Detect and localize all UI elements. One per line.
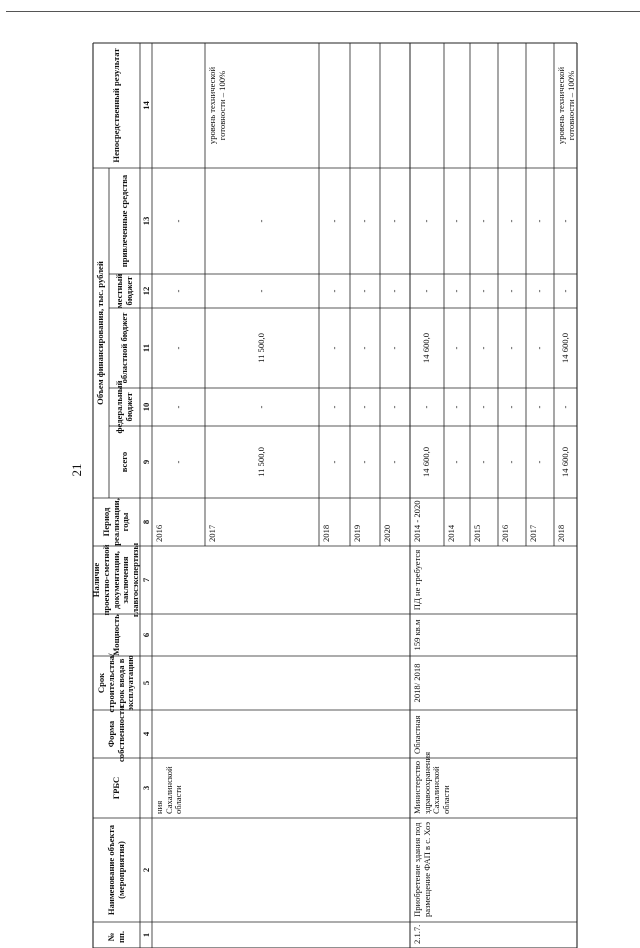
column-number-2: 2: [140, 867, 151, 873]
column-number-6: 6: [140, 632, 151, 638]
header-result: Непосредственный результат: [110, 48, 121, 163]
item-row-reg-5: 14 600,0: [559, 332, 570, 364]
item-row-period-5: 2018: [556, 524, 566, 542]
cont-row-fed-2: -: [328, 405, 339, 409]
cont-row-loc-1: -: [256, 289, 267, 293]
header-financing-group: Объем финансирования, тыс. рублей: [95, 261, 106, 405]
cont-row-loc-3: -: [359, 289, 370, 293]
cont-row-reg-0: -: [172, 346, 183, 350]
cont-row-total-3: -: [359, 460, 370, 464]
item-row-attr-1: -: [451, 219, 462, 223]
item-row-attr-3: -: [506, 219, 517, 223]
cont-row-loc-0: -: [172, 289, 183, 293]
cont-row-reg-2: -: [328, 346, 339, 350]
item-term-cell: 2018/ 2018: [412, 663, 422, 703]
cont-row-reg-3: -: [359, 346, 370, 350]
cont-row-period-1: 2017: [207, 524, 217, 542]
page-number: 21: [69, 463, 84, 477]
header-period: Период реализации, годы: [101, 498, 131, 546]
item-row-period-2: 2015: [472, 524, 482, 542]
header-grbs: ГРБС: [110, 776, 121, 800]
cont-row-result-1: уровень технической готовности – 100%: [207, 66, 227, 145]
item-row-attr-4: -: [534, 219, 545, 223]
item-row-period-1: 2014: [446, 524, 456, 542]
item-row-total-3: -: [506, 460, 517, 464]
item-row-reg-3: -: [506, 346, 517, 350]
item-row-total-5: 14 600,0: [559, 446, 570, 478]
item-row-attr-5: -: [559, 219, 570, 223]
item-capacity-cell: 159 кв.м: [412, 619, 422, 651]
cont-row-total-4: -: [389, 460, 400, 464]
item-row-fed-0: -: [421, 405, 432, 409]
cont-row-period-2: 2018: [321, 524, 331, 542]
item-ownership-cell: Областная: [412, 715, 422, 754]
column-number-3: 3: [140, 785, 151, 791]
column-number-9: 9: [140, 459, 151, 465]
cont-row-total-1: 11 500,0: [256, 447, 267, 477]
cont-row-loc-2: -: [328, 289, 339, 293]
header-term: Срок строительства/срок ввода в эксплуатацию: [96, 653, 136, 713]
cont-row-attr-1: -: [256, 219, 267, 223]
item-row-period-0: 2014 - 2020: [412, 500, 422, 542]
column-number-7: 7: [140, 577, 151, 583]
item-row-fed-5: -: [559, 405, 570, 409]
cont-row-reg-1: 11 500,0: [256, 333, 267, 363]
header-ownership: Форма собственности: [105, 705, 126, 763]
column-number-14: 14: [140, 101, 151, 110]
cont-row-loc-4: -: [389, 289, 400, 293]
item-row-loc-1: -: [451, 289, 462, 293]
item-row-attr-2: -: [478, 219, 489, 223]
cont-row-period-0: 2016: [154, 524, 164, 542]
item-row-total-0: 14 600,0: [421, 446, 432, 478]
column-number-1: 1: [140, 932, 151, 938]
column-number-12: 12: [140, 286, 151, 296]
item-row-period-3: 2016: [500, 524, 510, 542]
item-psd-cell: ПД не требуется: [412, 549, 422, 611]
cont-row-reg-4: -: [389, 346, 400, 350]
column-number-5: 5: [140, 680, 151, 686]
item-row-reg-2: -: [478, 346, 489, 350]
item-name-cell: Приобретение здания под размещение ФАП в с. Хоэ: [412, 821, 432, 917]
item-row-fed-3: -: [506, 405, 517, 409]
cont-row-total-0: -: [172, 460, 183, 464]
item-row-loc-4: -: [534, 289, 545, 293]
item-row-period-4: 2017: [528, 524, 538, 542]
item-row-fed-1: -: [451, 405, 462, 409]
header-regional: областной бюджет: [118, 312, 129, 384]
column-number-8: 8: [140, 519, 151, 525]
header-total: всего: [118, 451, 129, 473]
item-row-reg-4: -: [534, 346, 545, 350]
cont-row-fed-4: -: [389, 405, 400, 409]
item-row-fed-2: -: [478, 405, 489, 409]
column-number-11: 11: [140, 343, 151, 353]
cont-row-attr-0: -: [172, 219, 183, 223]
item-number-cell: 2.1.7.: [412, 924, 422, 944]
item-row-loc-5: -: [559, 289, 570, 293]
item-row-reg-1: -: [451, 346, 462, 350]
item-row-loc-3: -: [506, 289, 517, 293]
cont-row-total-2: -: [328, 460, 339, 464]
item-grbs-cell: Министерство здравоохранения Сахалинской области: [412, 751, 451, 814]
cont-row-period-3: 2019: [352, 524, 362, 542]
item-row-loc-0: -: [421, 289, 432, 293]
header-federal: федеральный бюджет: [113, 380, 134, 434]
cont-row-period-4: 2020: [382, 524, 392, 542]
item-row-attr-0: -: [421, 219, 432, 223]
column-number-10: 10: [140, 402, 151, 412]
item-row-result-5: уровень технической готовности – 100%: [556, 66, 576, 145]
header-psd: Наличие проектно-сметной документации, заключения главгосэкспертизы: [91, 542, 140, 618]
column-number-13: 13: [140, 216, 151, 226]
column-number-4: 4: [140, 731, 151, 737]
item-row-total-4: -: [534, 460, 545, 464]
item-row-reg-0: 14 600,0: [421, 332, 432, 364]
item-row-fed-4: -: [534, 405, 545, 409]
financing-table: [93, 43, 577, 948]
cont-row-attr-3: -: [359, 219, 370, 223]
item-row-loc-2: -: [478, 289, 489, 293]
cont-row-fed-1: -: [256, 405, 267, 409]
header-number: № пп.: [105, 930, 126, 944]
cont-row-fed-3: -: [359, 405, 370, 409]
item-row-total-1: -: [451, 460, 462, 464]
cont-row-fed-0: -: [172, 405, 183, 409]
cont-row-attr-4: -: [389, 219, 400, 223]
item-row-total-2: -: [478, 460, 489, 464]
top-rule: [6, 11, 640, 12]
header-local: местный бюджет: [113, 273, 134, 309]
header-attracted: привлеченные средства: [118, 174, 129, 268]
cont-grbs-cell: ния Сахалинской области: [154, 766, 184, 814]
cont-row-attr-2: -: [328, 219, 339, 223]
header-object-name: Наименование объекта (мероприятия): [105, 824, 126, 916]
header-capacity: Мощность: [110, 614, 121, 656]
